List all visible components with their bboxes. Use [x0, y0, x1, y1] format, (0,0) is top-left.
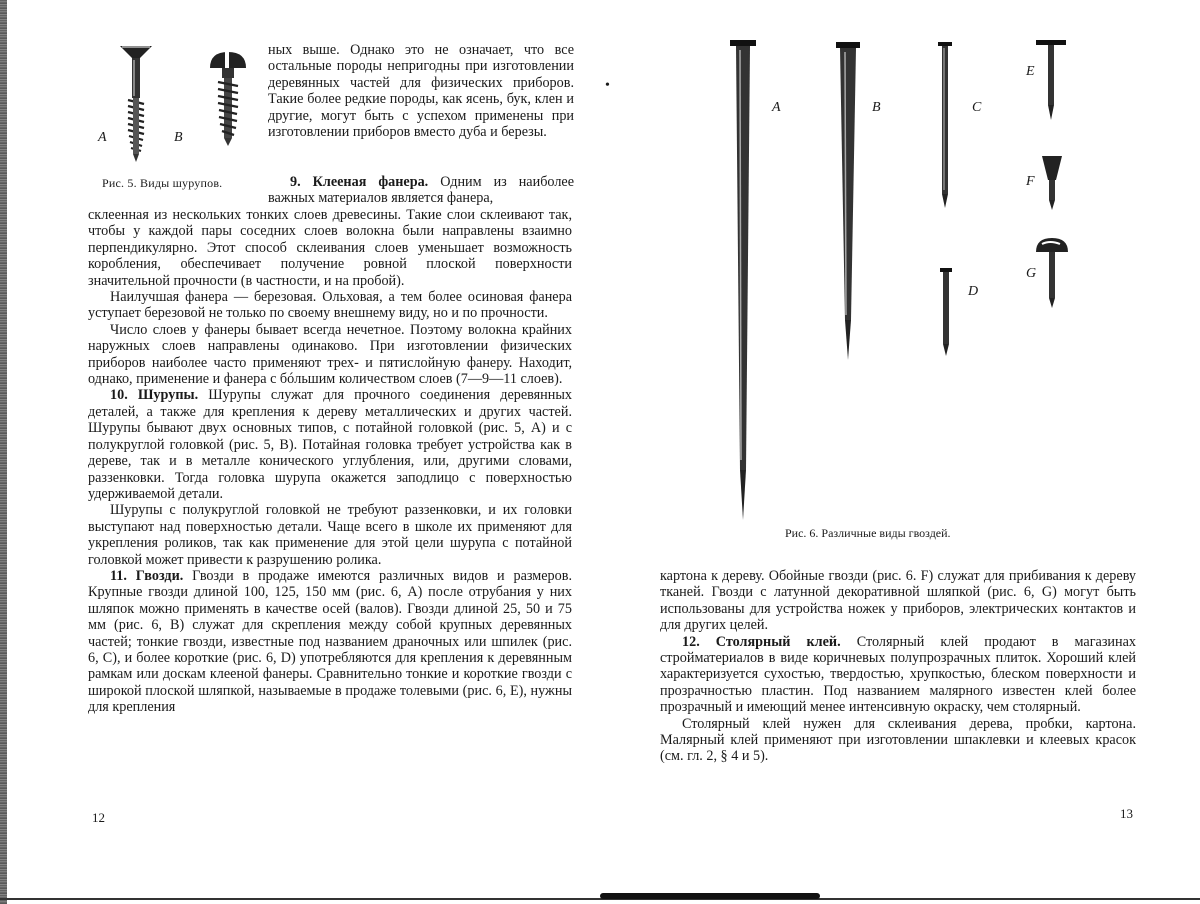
section-9-lead-text: Одним из наиболее важных материалов является фанера,	[268, 174, 574, 207]
screws-illustration	[88, 38, 268, 178]
figure-6-label-b: B	[872, 100, 881, 115]
section-11-paragraph	[88, 568, 572, 716]
section-11-text: Гвозди в продаже имеются различных видов и размеров. Крупные гвозди длиной 100, 125, 150 мм (рис. 6, A) после отрубания у них шляпок можно применять в качестве осей (валов). Гвозди длиной 25, 50 и 75 мм (рис. 6, B) служат для скрепления между собой крупных деревянных частей; тонкие гвозди, известные под названием драночных или шпилек (рис. 6, C), и более короткие (рис. 6, D) употребляются для крепления к деревянным рамкам или доскам клееной фанеры. Сравнительно тонкие и короткие гвозди с широкой плоской шляпкой, называемые в продаже толевыми (рис. 6, E), нужны для крепления	[88, 567, 572, 716]
page-number-left: 12	[92, 810, 105, 825]
figure-5-label-a: A	[98, 130, 107, 145]
nail-b-icon	[836, 42, 860, 360]
section-9-lead	[268, 174, 574, 207]
nail-d-icon	[940, 268, 952, 356]
nail-f-icon	[1042, 156, 1062, 210]
round-head-screw-icon	[210, 52, 246, 146]
section-10-paragraph	[88, 387, 572, 502]
binding-edge	[0, 0, 7, 904]
figure-6-label-a: A	[772, 100, 781, 115]
figure-6-caption: Рис. 6. Различные виды гвоздей.	[785, 526, 951, 540]
paragraph-continued	[268, 42, 574, 140]
section-10-text: Шурупы служат для прочного соединения деревянных деталей, а также для крепления к дереву металлических и других частей. Шурупы бывают двух основных типов, с потайной головкой (рис. 5, A) и с полукруглой головкой (рис. 5, B). Потайная головка требует устройства как в дереве, так и в металле конического углубления, или, другими словами, раззенковки. Тогда головка шурупа окажется заподлицо с поверхностью удерживаемой детали.	[88, 387, 572, 502]
nail-c-icon	[938, 42, 952, 208]
page-number-right: 13	[1120, 806, 1133, 821]
nails-illustration	[700, 30, 1120, 530]
figure-5-caption: Рис. 5. Виды шурупов.	[102, 176, 223, 190]
figure-6-label-e: E	[1026, 64, 1035, 79]
figure-6-label-g: G	[1026, 266, 1037, 281]
continuation-paragraph: картона к дереву. Обойные гвозди (рис. 6. F) служат для прибивания к дереву тканей. Гвозди с латунной декоративной шляпкой (рис. 6, G) могут быть использованы для устройства ножек у приборов, электрических контактов и для других целей.	[660, 568, 1136, 634]
section-10-paragraph: Шурупы с полукруглой головкой не требуют раззенковки, и их головки выступают над поверхностью детали. Чаще всего в школе их применяют для укрепления роликов, так как применение для этой цели шурупа с потайной головкой может привести к разрушению ролика.	[88, 502, 572, 568]
section-12-paragraph	[660, 634, 1136, 716]
figure-6-label-c: C	[972, 100, 982, 115]
section-12-heading: 12. Столярный клей.	[682, 633, 841, 650]
page-bottom-edge	[0, 898, 1200, 900]
countersunk-screw-icon	[120, 46, 152, 162]
figure-6	[700, 30, 1120, 530]
section-12-paragraph: Столярный клей нужен для склеивания дерева, пробки, картона. Малярный клей применяют при изготовлении шпаклевки и клеевых красок (см. гл. 2, § 4 и 5).	[660, 715, 1136, 765]
figure-6-label-d: D	[968, 284, 979, 299]
nail-g-icon	[1036, 238, 1068, 308]
section-11-heading: 11. Гвозди.	[110, 567, 184, 584]
page-bottom-shadow	[600, 893, 820, 899]
figure-5	[88, 38, 268, 188]
section-9-paragraph: Число слоев у фанеры бывает всегда нечетное. Поэтому волокна крайних наружных слоев направлены одинаково. При изготовлении физических приборов наиболее часто применяют трех- и пятислойную фанеру. Находит, однако, применение и фанера с бóльшим количеством слоев (7—9—11 слоев).	[88, 321, 572, 388]
section-9-paragraph: Наилучшая фанера — березовая. Ольховая, а тем более осиновая фанера уступает березовой не только по своему внешнему виду, но и по прочности.	[88, 289, 572, 322]
section-10-heading: 10. Шурупы.	[110, 387, 199, 404]
nail-a-icon	[730, 40, 756, 520]
section-9-paragraph: склеенная из нескольких тонких слоев древесины. Такие слои склеивают так, чтобы у каждой пары соседних слоев волокна были направлены взаимно перпендикулярно. Этот способ склеивания слоев уменьшает возможность коробления, обеспечивает получение ровной плоской поверхности значительной прочности (в частности, и на пробой).	[88, 207, 572, 289]
right-page-body	[660, 568, 1136, 765]
section-9-heading: 9. Клееная фанера.	[290, 174, 429, 190]
paragraph-text: ных выше. Однако это не означает, что все остальные породы непригодны при изготовлении деревянных частей для физических приборов. Такие более редкие породы, как ясень, бук, клен и другие, могут быть с успехом применены при изготовлении приборов вместо дуба и березы.	[268, 42, 574, 141]
left-page-body	[88, 207, 572, 716]
figure-6-label-f: F	[1026, 174, 1035, 189]
figure-5-label-b: B	[174, 130, 183, 145]
nail-e-icon	[1036, 40, 1066, 120]
section-12-text: Столярный клей продают в магазинах стройматериалов в виде коричневых полупрозрачных плиток. Хороший клей характеризуется сухостью, твердостью, хрупкостью, блеском поверхности и прозрачностью пластин. Под названием малярного известен клей более прозрачный и имеющий менее интенсивную окраску, чем столярный.	[660, 633, 1137, 716]
stray-dot: •	[605, 78, 610, 93]
